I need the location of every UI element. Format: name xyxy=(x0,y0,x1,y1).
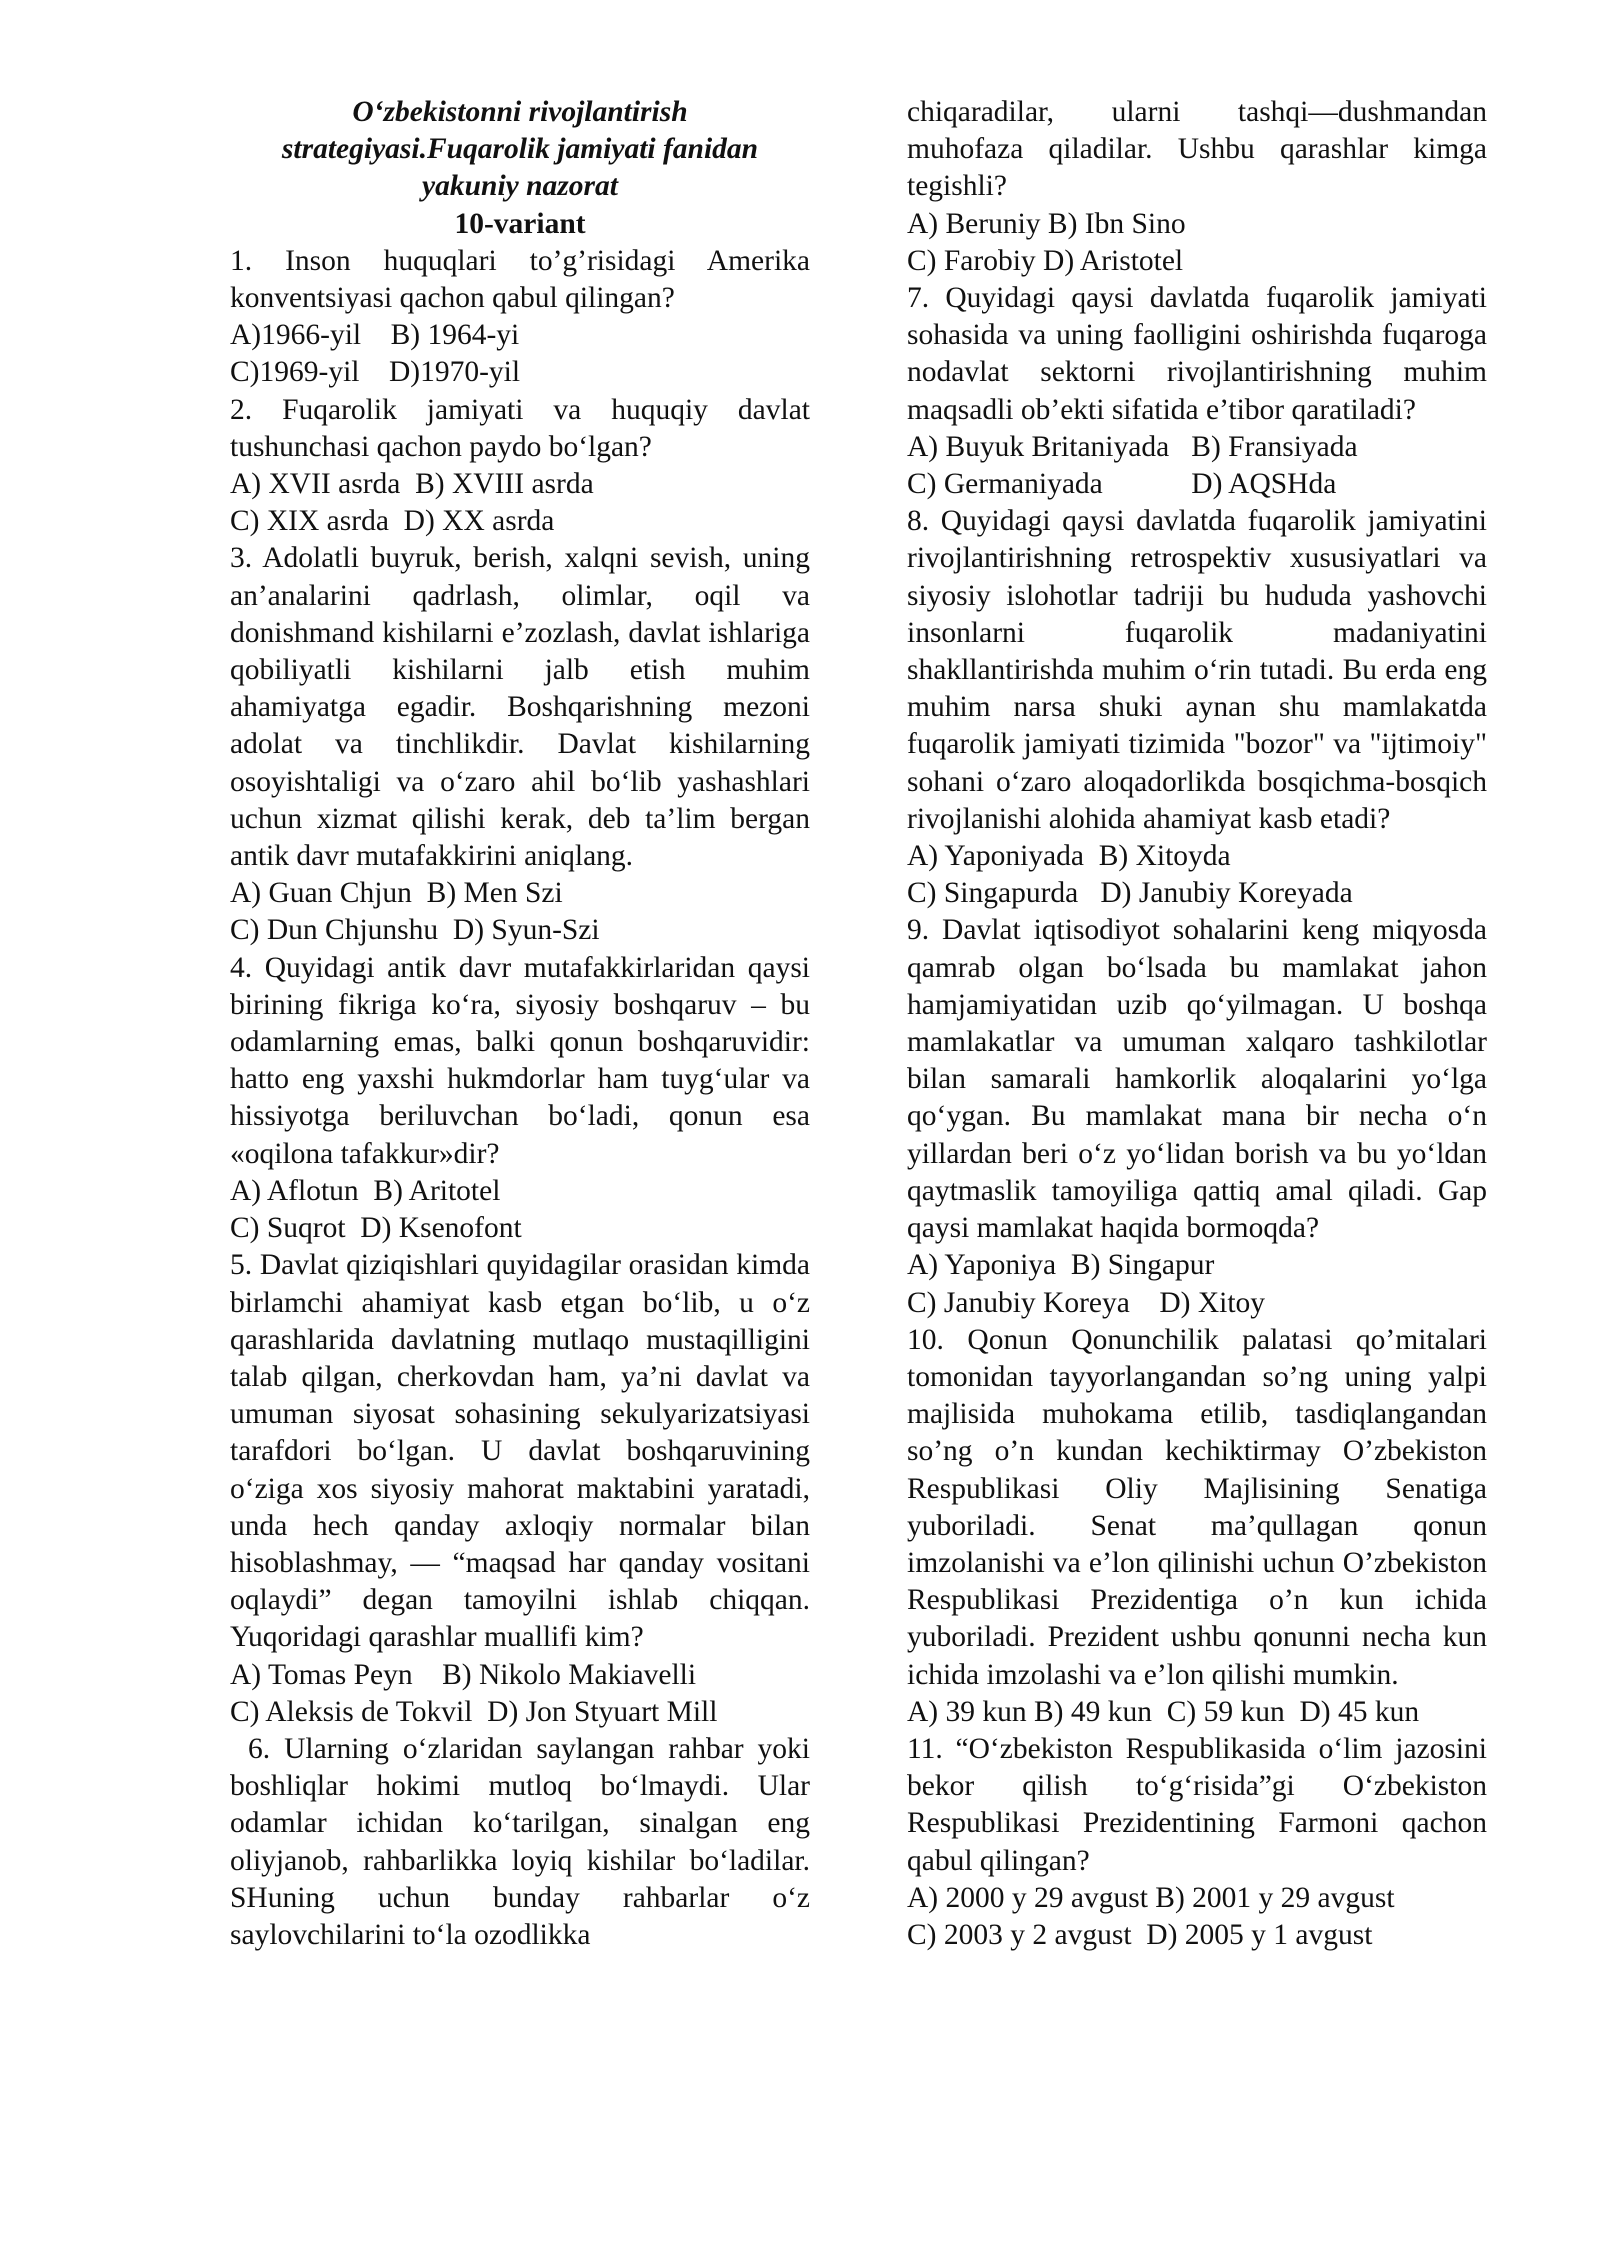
answer-options: A) Beruniy B) Ibn Sino xyxy=(907,207,1186,240)
answer-options: C)1969-yil D)1970-yil xyxy=(230,356,521,389)
document-title: O‘zbekistonni rivojlantirish strategiyasi.Fuqarolik jamiyati fanidan yakuniy nazorat xyxy=(281,96,759,203)
question-text-continuation: chiqaradilar, ularni tashqi—dushmandan muhofaza qiladilar. Ushbu qarashlar kimga tegishli? xyxy=(907,96,1487,203)
question-10 xyxy=(907,1322,1487,1731)
answer-options: A) Aflotun B) Aritotel xyxy=(230,1174,501,1207)
question-text: 9. Davlat iqtisodiyot sohalarini keng miqyosda qamrab olgan bo‘lsada bu mamlakat jahon hamjamiyatidan uzib qo‘yilmagan. U boshqa mamlakatlar va umuman xalqaro tashkilotlar bilan samarali hamkorlik aloqalarini yo‘lga qo‘ygan. Bu mamlakat mana bir necha o‘n yillardan beri o‘z yo‘lidan borish va bu yo‘ldan qaytmaslik tamoyiliga qattiq amal qiladi. Gap qaysi mamlakat haqida bormoqda? xyxy=(907,914,1487,1245)
question-1 xyxy=(230,243,810,392)
left-column xyxy=(230,94,810,1954)
answer-options: C) Suqrot D) Ksenofont xyxy=(230,1212,522,1245)
answer-options: C) Janubiy Koreya D) Xitoy xyxy=(907,1286,1266,1319)
question-text: 10. Qonun Qonunchilik palatasi qo’mitalari tomonidan tayyorlangandan so’ng uning yalpi majlisida muhokama etilib, tasdiqlangandan so’ng o’n kundan kechiktirmay O’zbekiston Respublikasi Oliy Majlisining Senatiga yuboriladi. Senat ma’qullagan qonun imzolanishi va e’lon qilinishi uchun O’zbekiston Respublikasi Prezidentiga o’n kun ichida yuboriladi. Prezident ushbu qonunni necha kun ichida imzolashi va e’lon qilishi mumkin. xyxy=(907,1323,1487,1691)
answer-options: A) 39 kun B) 49 kun C) 59 kun D) 45 kun xyxy=(907,1695,1420,1728)
question-text: 4. Quyidagi antik davr mutafakkirlaridan qaysi birining fikriga ko‘ra, siyosiy boshqaruv – bu odamlarning emas, balki qonun boshqaruvidir: hatto eng yaxshi hukmdorlar ham tuyg‘ular va hissiyotga beriluvchan bo‘ladi, qonun esa «oqilona tafakkur»dir? xyxy=(230,951,810,1170)
question-text: 1. Inson huquqlari to’g’risidagi Amerika konventsiyasi qachon qabul qilingan? xyxy=(230,244,810,315)
answer-options: A) Yaponiyada B) Xitoyda xyxy=(907,840,1231,873)
question-11 xyxy=(907,1731,1487,1954)
question-5 xyxy=(230,1247,810,1731)
answer-options: C) Singapurda D) Janubiy Koreyada xyxy=(907,877,1353,910)
question-text: 7. Quyidagi qaysi davlatda fuqarolik jamiyati sohasida va uning faolligini oshirishda fuqaroga nodavlat sektorni rivojlantirishning muhim maqsadli ob’ekti sifatida e’tibor qaratiladi? xyxy=(907,282,1487,426)
answer-options: C) Farobiy D) Aristotel xyxy=(907,244,1184,277)
question-8 xyxy=(907,503,1487,912)
answer-options: A) Guan Chjun B) Men Szi xyxy=(230,877,563,910)
question-6-continued xyxy=(907,94,1487,280)
question-text: 5. Davlat qiziqishlari quyidagilar orasidan kimda birlamchi ahamiyat kasb etgan bo‘lib, u o‘z qarashlarida davlatning mutlaqo mustaqilligini talab qilgan, cherkovdan ham, ya’ni davlat va umuman siyosat sohasining sekulyarizatsiyasi tarafdori bo‘lgan. U davlat boshqaruvining o‘ziga xos siyosiy mahorat maktabini yaratadi, unda hech qanday axloqiy normalar bilan hisoblashmay, — “maqsad har qanday vositani oqlaydi” degan tamoyilni ishlab chiqqan. Yuqoridagi qarashlar muallifi kim? xyxy=(230,1249,810,1654)
answer-options: A) XVII asrda B) XVIII asrda xyxy=(230,468,594,501)
question-text: 11. “O‘zbekiston Respublikasida o‘lim jazosini bekor qilish to‘g‘risida”gi O‘zbekiston Respublikasi Prezidentining Farmoni qachon qabul qilingan? xyxy=(907,1732,1487,1877)
question-text: 3. Adolatli buyruk, berish, xalqni sevish, uning an’analarini qadrlash, olimlar, oqil va donishmand kishilarni e’zozlash, davlat ishlariga qobiliyatli kishilarni jalb etish muhim ahamiyatga egadir. Boshqarishning mezoni adolat va tinchlikdir. Davlat kishilarning osoyishtaligi va o‘zaro ahil bo‘lib yashashlari uchun xizmat qilishi kerak, deb ta’lim bergan antik davr mutafakkirini aniqlang. xyxy=(230,542,810,873)
question-text: 6. Ularning o‘zlaridan saylangan rahbar yoki boshliqlar hokimi mutloq bo‘lmaydi. Ular odamlar ichidan ko‘tarilgan, sinalgan eng oliyjanob, rahbarlikka loyiq kishilar bo‘ladilar. SHuning uchun bunday rahbarlar o‘z saylovchilarini to‘la ozodlikka xyxy=(230,1732,810,1951)
question-3 xyxy=(230,540,810,949)
right-column xyxy=(907,94,1487,1954)
question-2 xyxy=(230,392,810,541)
question-7 xyxy=(907,280,1487,503)
answer-options: C) Aleksis de Tokvil D) Jon Styuart Mill xyxy=(230,1695,718,1728)
answer-options: C) Germaniyada D) AQSHda xyxy=(907,468,1337,501)
answer-options: C) Dun Chjunshu D) Syun-Szi xyxy=(230,914,600,947)
answer-options: A) Tomas Peyn B) Nikolo Makiavelli xyxy=(230,1658,697,1691)
question-6-start xyxy=(230,1731,810,1954)
answer-options: A) Buyuk Britaniyada B) Fransiyada xyxy=(907,430,1358,463)
answer-options: A) 2000 y 29 avgust B) 2001 y 29 avgust xyxy=(907,1881,1395,1914)
question-text: 8. Quyidagi qaysi davlatda fuqarolik jamiyatini rivojlantirishning retrospektiv xususiyatlari va siyosiy islohotlar tadriji bu hududa yashovchi insonlarni fuqarolik madaniyatini shakllantirishda muhim o‘rin tutadi. Bu erda eng muhim narsa shuki aynan shu mamlakatda fuqarolik jamiyati tizimida "bozor" va "ijtimoiy" sohani o‘zaro aloqadorlikda bosqichma-bosqich rivojlanishi alohida ahamiyat kasb etadi? xyxy=(907,505,1487,835)
question-9 xyxy=(907,912,1487,1321)
variant-label: 10-variant xyxy=(454,207,586,240)
answer-options: A) Yaponiya B) Singapur xyxy=(907,1249,1215,1282)
answer-options: A)1966-yil B) 1964-yi xyxy=(230,319,520,352)
answer-options: C) 2003 y 2 avgust D) 2005 y 1 avgust xyxy=(907,1918,1373,1951)
answer-options: C) XIX asrda D) XX asrda xyxy=(230,505,555,538)
question-text: 2. Fuqarolik jamiyati va huquqiy davlat tushunchasi qachon paydo bo‘lgan? xyxy=(230,393,810,463)
question-4 xyxy=(230,950,810,1248)
